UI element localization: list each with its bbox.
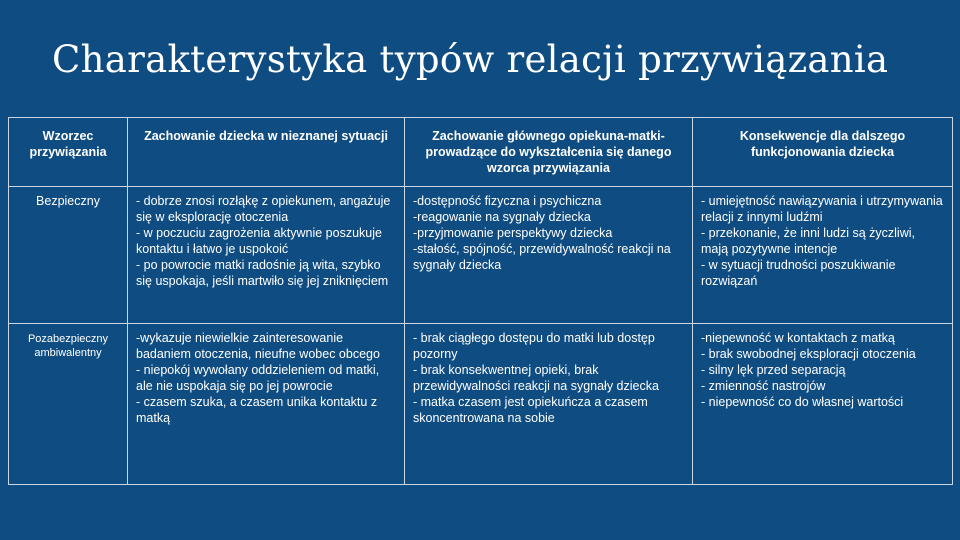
slide-title: Charakterystyka typów relacji przywiązania (52, 38, 889, 81)
cell-line: - niepewność co do własnej wartości (701, 395, 904, 409)
cell-line: - po powrocie matki radośnie ją wita, szybko się uspokaja, jeśli martwiło się jej zniknięciem (136, 258, 389, 288)
table-row (9, 187, 953, 324)
cell-line: - w poczuciu zagrożenia aktywnie poszukuje kontaktu i łatwo je uspokoić (136, 226, 382, 256)
cell-child-behavior (128, 187, 405, 324)
cell-line: - umiejętność nawiązywania i utrzymywania relacji z innymi ludźmi (701, 194, 943, 224)
cell-line: -dostępność fizyczna i psychiczna (413, 194, 602, 208)
cell-caregiver-behavior (405, 324, 693, 485)
attachment-table (8, 117, 953, 485)
cell-consequences (693, 324, 953, 485)
cell-caregiver-behavior (405, 187, 693, 324)
header-consequences: Konsekwencje dla dalszego funkcjonowania dziecka (693, 118, 953, 187)
cell-line: - silny lęk przed separacją (701, 363, 846, 377)
header-pattern: Wzorzec przywiązania (9, 118, 128, 187)
cell-line: - brak konsekwentnej opieki, brak przewidywalności reakcji na sygnały dziecka (413, 363, 659, 393)
header-child-behavior: Zachowanie dziecka w nieznanej sytuacji (128, 118, 405, 187)
cell-line: - brak ciągłego dostępu do matki lub dostęp pozorny (413, 331, 655, 361)
cell-line: - matka czasem jest opiekuńcza a czasem skoncentrowana na sobie (413, 395, 648, 425)
cell-line: -niepewność w kontaktach z matką (701, 331, 895, 345)
header-caregiver-behavior: Zachowanie głównego opiekuna-matki-prowadzące do wykształcenia się danego wzorca przywiązania (405, 118, 693, 187)
cell-line: - zmienność nastrojów (701, 379, 826, 393)
cell-child-behavior (128, 324, 405, 485)
cell-line: -stałość, spójność, przewidywalność reakcji na sygnały dziecka (413, 242, 671, 272)
cell-line: -wykazuje niewielkie zainteresowanie badaniem otoczenia, nieufne wobec obcego (136, 331, 380, 361)
cell-line: - niepokój wywołany oddzieleniem od matki, ale nie uspokaja się po jej powrocie (136, 363, 380, 393)
cell-consequences (693, 187, 953, 324)
cell-line: - przekonanie, że inni ludzi są życzliwi, mają pozytywne intencje (701, 226, 915, 256)
cell-line: -reagowanie na sygnały dziecka (413, 210, 591, 224)
table-header-row (9, 118, 953, 187)
table-row (9, 324, 953, 485)
cell-line: -przyjmowanie perspektywy dziecka (413, 226, 613, 240)
row-type-secure: Bezpieczny (9, 187, 128, 324)
cell-line: - dobrze znosi rozłąkę z opiekunem, angażuje się w eksplorację otoczenia (136, 194, 391, 224)
cell-line: - brak swobodnej eksploracji otoczenia (701, 347, 916, 361)
cell-line: - w sytuacji trudności poszukiwanie rozwiązań (701, 258, 896, 288)
row-type-ambivalent: Pozabezpieczny ambiwalentny (9, 324, 128, 485)
cell-line: - czasem szuka, a czasem unika kontaktu z matką (136, 395, 378, 425)
